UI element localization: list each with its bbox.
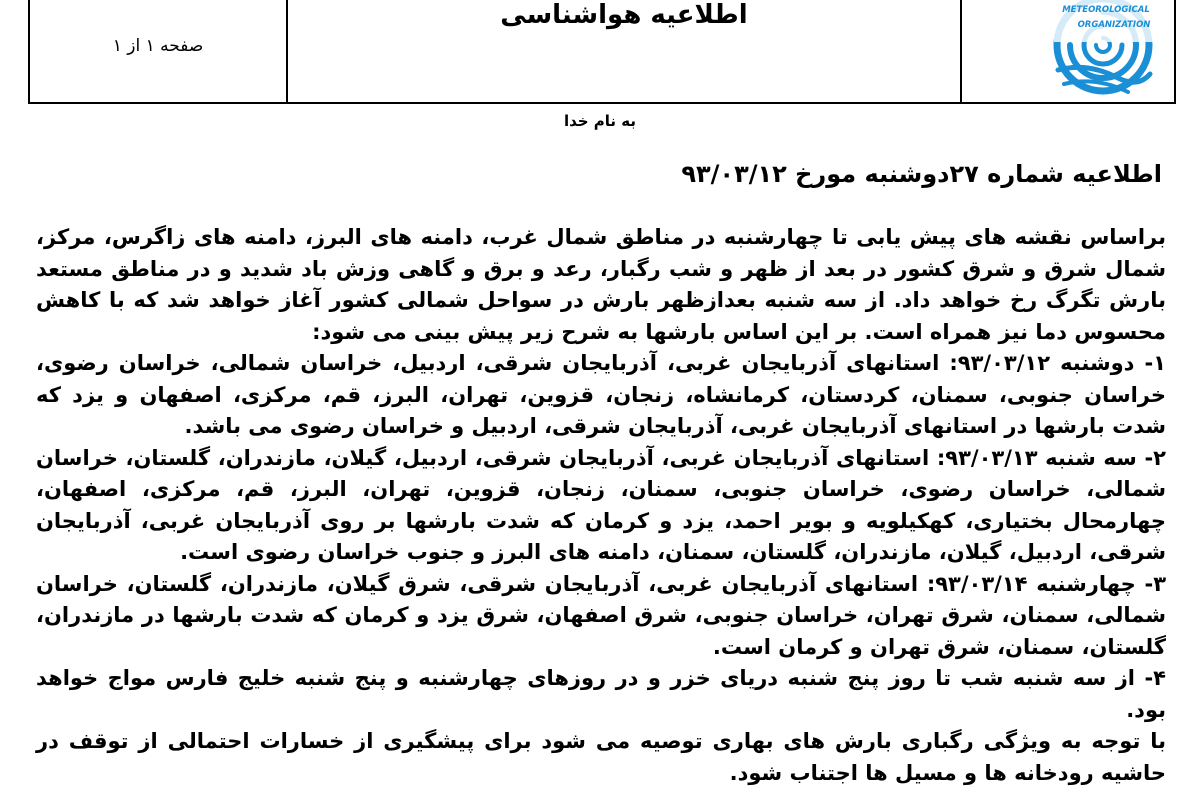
paragraph-wednesday: ۳- چهارشنبه ۹۳/۰۳/۱۴: استانهای آذربایجان غربی، آذربایجان شرقی، شرق گیلان، مازندران، گلستان، خراسان شمالی، سمنان، شرق تهران، خراسان جنوبی، شرق اصفهان، شرق یزد و کرمان که شدت بارشها در مازندران، گلستان، سمنان، شرق تهران و کرمان است. bbox=[36, 571, 1167, 659]
logo-text-line1: METEOROLOGICAL bbox=[1062, 5, 1150, 15]
paragraph-advice: با توجه به ویژگی رگباری بارش های بهاری توصیه می شود برای پیشگیری از خسارات احتمالی از توقف در حاشیه رودخانه ها و مسیل ها اجتناب شود. bbox=[36, 729, 1166, 785]
paragraph-sea-warning: ۴- از سه شنبه شب تا روز پنج شنبه دریای خزر و در روزهای چهارشنبه و پنج شنبه خلیج فارس مواج خواهد بود. bbox=[36, 666, 1166, 722]
notice-heading: اطلاعیه شماره ۲۷دوشنبه مورخ ۹۳/۰۳/۱۲ bbox=[681, 160, 1162, 188]
paragraph-tuesday: ۲- سه شنبه ۹۳/۰۳/۱۳: استانهای آذربایجان غربی، آذربایجان شرقی، اردبیل، گیلان، مازندران، گلستان، خراسان شمالی، خراسان رضوی، خراسان جنوبی، سمنان، زنجان، قزوین، تهران، البرز، قم، مرکزی، اصفهان، چهارمحال بختیاری، کهکیلویه و بویر احمد، یزد و کرمان که شدت بارشها بر روی آذربایجان غربی، آذربایجان شرقی، اردبیل، گیلان، مازندران، گلستان، سمنان، دامنه های البرز و جنوب خراسان رضوی است. bbox=[36, 445, 1166, 564]
header-divider bbox=[960, 0, 962, 102]
paragraph-monday: ۱- دوشنبه ۹۳/۰۳/۱۲: استانهای آذربایجان غربی، آذربایجان شرقی، اردبیل، خراسان شمالی، خراسان رضوی، خراسان جنوبی، سمنان، کردستان، کرمانشاه، زنجان، قزوین، تهران، البرز، قم، مرکزی، اصفهان و یزد که شدت بارشها در استانهای آذربایجان غربی، آذربایجان شرقی، اردبیل و خراسان رضوی می باشد. bbox=[36, 351, 1166, 438]
notice-body bbox=[36, 222, 1166, 789]
header-box bbox=[28, 0, 1176, 104]
logo-text-line2: ORGANIZATION bbox=[1077, 20, 1151, 30]
bismillah: به نام خدا bbox=[563, 112, 637, 130]
meteorological-organization-logo bbox=[978, 0, 1183, 100]
header-title: اطلاعیه هواشناسی bbox=[500, 0, 748, 30]
page-count: صفحه ۱ از ۱ bbox=[112, 36, 204, 56]
paragraph-intro: براساس نقشه های پیش یابی تا چهارشنبه در مناطق شمال غرب، دامنه های البرز، دامنه های زاگرس، مرکز، شمال شرق و شرق کشور در بعد از ظهر و شب رگبار، رعد و برق و گاهی وزش باد شدید و در مناطق مستعد بارش تگرگ رخ خواهد داد. از سه شنبه بعدازظهر بارش در سواحل شمالی کشور آغاز خواهد شد که با کاهش محسوس دما نیز همراه است. بر این اساس بارشها به شرح زیر پیش بینی می شود: bbox=[36, 225, 1166, 344]
